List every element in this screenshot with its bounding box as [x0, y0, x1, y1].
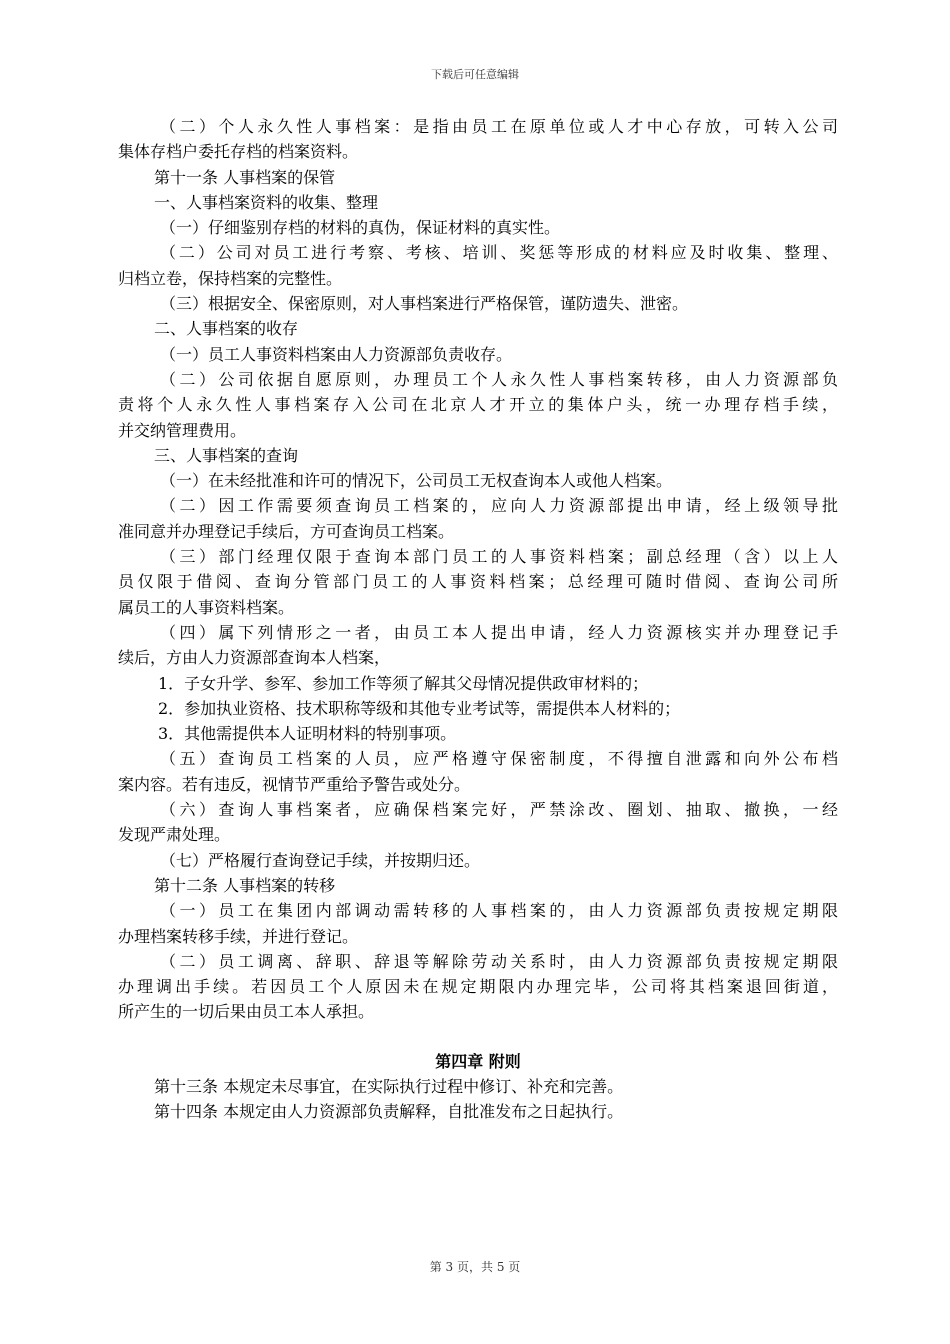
section-heading: 一、人事档案资料的收集、整理 — [154, 192, 379, 212]
paragraph-line: 集体存档户委托存档的档案资料。 — [118, 142, 359, 162]
paragraph-line: 发现严肃处理。 — [118, 825, 231, 845]
paragraph-line: 归档立卷，保持档案的完整性。 — [118, 268, 343, 288]
paragraph-line: （一）员工在集团内部调动需转移的人事档案的，由人力资源部负责按规定期限 — [160, 901, 838, 921]
paragraph-line: 员仅限于借阅、查询分管部门员工的人事资料档案；总经理可随时借阅、查询公司所 — [118, 572, 838, 592]
paragraph-line: （六）查询人事档案者，应确保档案完好，严禁涂改、圈划、抽取、撤换，一经 — [160, 800, 838, 820]
article-line: 第十三条 本规定未尽事宜，在实际执行过程中修订、补充和完善。 — [154, 1076, 624, 1096]
paragraph-line: （二）公司对员工进行考察、考核、培训、奖惩等形成的材料应及时收集、整理、 — [160, 243, 838, 263]
list-item: 3．其他需提供本人证明材料的特别事项。 — [158, 724, 457, 744]
paragraph-line: 属员工的人事资料档案。 — [118, 597, 295, 617]
paragraph-line: （四）属下列情形之一者，由员工本人提出申请，经人力资源核实并办理登记手 — [160, 622, 838, 642]
section-heading: 三、人事档案的查询 — [154, 445, 299, 465]
paragraph-line: 所产生的一切后果由员工本人承担。 — [118, 1002, 375, 1022]
chapter-title: 第四章 附则 — [435, 1051, 521, 1071]
list-item: 1．子女升学、参军、参加工作等须了解其父母情况提供政审材料的； — [158, 673, 649, 693]
paragraph-line: 办理档案转移手续，并进行登记。 — [118, 926, 359, 946]
article-heading: 第十一条 人事档案的保管 — [154, 167, 336, 187]
page-footer: 第 3 页，共 5 页 — [429, 1260, 521, 1274]
document-body — [118, 114, 838, 1125]
paragraph-line: 案内容。若有违反，视情节严重给予警告或处分。 — [118, 774, 471, 794]
section-heading: 二、人事档案的收存 — [154, 319, 299, 339]
paragraph-line: 续后，方由人力资源部查询本人档案， — [118, 648, 391, 668]
paragraph-line: 责将个人永久性人事档案存入公司在北京人才开立的集体户头，统一办理存档手续， — [118, 395, 838, 415]
list-item: 2．参加执业资格、技术职称等级和其他专业考试等，需提供本人材料的； — [158, 698, 681, 718]
paragraph-line: 并交纳管理费用。 — [118, 420, 247, 440]
paragraph-line: （二）因工作需要须查询员工档案的，应向人力资源部提出申请，经上级领导批 — [160, 496, 838, 516]
paragraph-line: （三）根据安全、保密原则，对人事档案进行严格保管，谨防遗失、泄密。 — [160, 294, 689, 314]
paragraph-line: （一）员工人事资料档案由人力资源部负责收存。 — [160, 344, 513, 364]
article-heading: 第十二条 人事档案的转移 — [154, 875, 336, 895]
paragraph-line: （二）员工调离、辞职、辞退等解除劳动关系时，由人力资源部负责按规定期限 — [160, 951, 838, 971]
paragraph-line: （一）在未经批准和许可的情况下，公司员工无权查询本人或他人档案。 — [160, 471, 673, 491]
page-header: 下载后可任意编辑 — [431, 68, 519, 81]
paragraph-line: （二）公司依据自愿原则，办理员工个人永久性人事档案转移，由人力资源部负 — [160, 369, 838, 389]
paragraph-line: 办理调出手续。若因员工个人原因未在规定期限内办理完毕，公司将其档案退回街道， — [118, 977, 838, 997]
paragraph-line: （二）个人永久性人事档案：是指由员工在原单位或人才中心存放，可转入公司 — [160, 117, 838, 136]
paragraph-line: （一）仔细鉴别存档的材料的真伪，保证材料的真实性。 — [160, 218, 561, 238]
paragraph-line: （七）严格履行查询登记手续，并按期归还。 — [160, 850, 481, 870]
article-line: 第十四条 本规定由人力资源部负责解释，自批准发布之日起执行。 — [154, 1102, 624, 1122]
paragraph-line: （五）查询员工档案的人员，应严格遵守保密制度，不得擅自泄露和向外公布档 — [160, 749, 838, 769]
paragraph-line: 准同意并办理登记手续后，方可查询员工档案。 — [118, 521, 455, 541]
paragraph-line: （三）部门经理仅限于查询本部门员工的人事资料档案；副总经理（含）以上人 — [160, 547, 838, 567]
